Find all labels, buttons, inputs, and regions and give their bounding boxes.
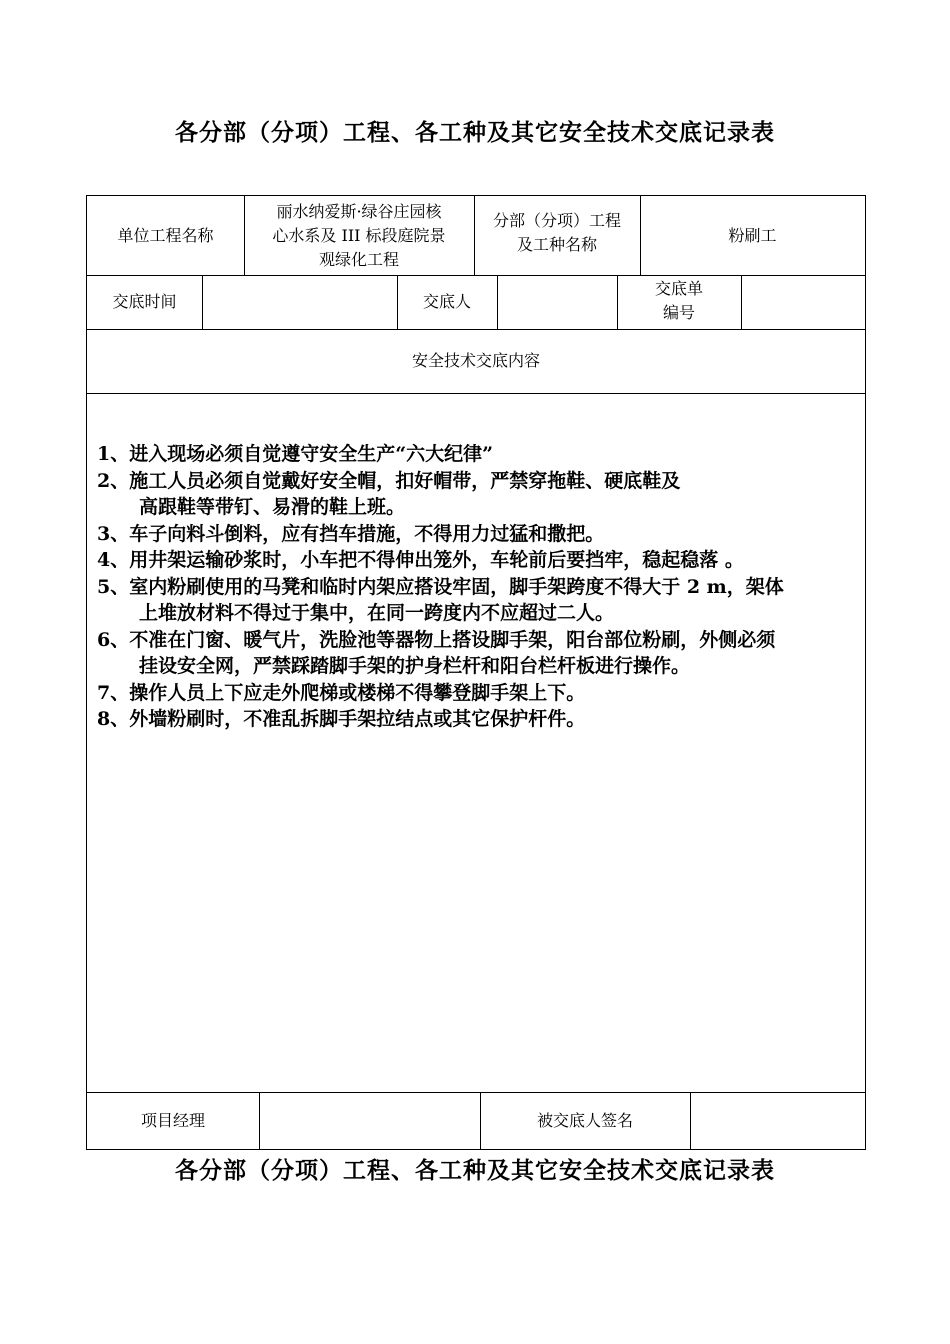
text-line: 心水系及 III 标段庭院景 — [272, 225, 446, 245]
item-text: 1、进入现场必须自觉遵守安全生产“六大纪律” — [97, 443, 494, 465]
table-divider — [87, 393, 865, 394]
project-manager-label: 项目经理 — [140, 1111, 205, 1130]
text-line: 观绿化工程 — [318, 249, 399, 269]
item-continuation: 挂设安全网，严禁踩踏脚手架的护身栏杆和阳台栏杆板进行操作。 — [139, 655, 691, 677]
item-continuation: 上堆放材料不得过于集中，在同一跨度内不应超过二人。 — [139, 602, 615, 624]
page-title: 各分部（分项）工程、各工种及其它安全技术交底记录表 — [175, 119, 775, 146]
list-item — [97, 706, 863, 733]
disclosure-record-table — [86, 195, 866, 1150]
text-line: 及工种名称 — [516, 234, 597, 254]
safety-content — [97, 441, 863, 733]
unit-project-name-value — [244, 196, 474, 275]
list-item — [97, 547, 863, 574]
sub-project-value: 粉刷工 — [728, 225, 777, 245]
list-item — [97, 441, 863, 468]
text-line: 编号 — [662, 303, 695, 322]
discloser-value — [497, 275, 617, 329]
disclosure-number-label — [617, 275, 741, 329]
list-item — [97, 468, 863, 521]
text-line: 丽水纳爱斯·绿谷庄园核 — [276, 201, 442, 221]
disclosure-number-value — [741, 275, 865, 329]
page-title-repeat: 各分部（分项）工程、各工种及其它安全技术交底记录表 — [175, 1157, 775, 1184]
disclosure-time-label: 交底时间 — [112, 292, 177, 311]
item-text: 4、用井架运输砂浆时，小车把不得伸出笼外，车轮前后要挡牢，稳起稳落 。 — [97, 549, 744, 571]
item-text: 8、外墙粉刷时，不准乱拆脚手架拉结点或其它保护杆件。 — [97, 708, 586, 730]
unit-project-name-label: 单位工程名称 — [117, 225, 214, 245]
item-continuation: 高跟鞋等带钉、易滑的鞋上班。 — [139, 496, 406, 518]
project-manager-value — [259, 1092, 480, 1150]
list-item — [97, 521, 863, 548]
list-item — [97, 680, 863, 707]
item-text: 2、施工人员必须自觉戴好安全帽，扣好帽带，严禁穿拖鞋、硬底鞋及 — [97, 469, 681, 492]
discloser-label: 交底人 — [422, 292, 471, 311]
section-title: 安全技术交底内容 — [411, 351, 540, 370]
signee-label: 被交底人签名 — [536, 1111, 633, 1130]
item-text: 6、不准在门窗、暖气片，洗脸池等器物上搭设脚手架，阳台部位粉刷，外侧必须 — [97, 628, 776, 651]
text-line: 交底单 — [654, 279, 703, 298]
signee-value — [690, 1092, 865, 1150]
list-item — [97, 574, 863, 627]
disclosure-time-value — [202, 275, 397, 329]
text-line: 分部（分项）工程 — [492, 210, 621, 230]
item-text: 5、室内粉刷使用的马凳和临时内架应搭设牢固，脚手架跨度不得大于 2 m，架体 — [97, 575, 784, 598]
sub-project-label — [474, 196, 640, 275]
item-text: 7、操作人员上下应走外爬梯或楼梯不得攀登脚手架上下。 — [97, 681, 586, 704]
item-text: 3、车子向料斗倒料，应有挡车措施，不得用力过猛和撒把。 — [97, 522, 605, 545]
list-item — [97, 627, 863, 680]
